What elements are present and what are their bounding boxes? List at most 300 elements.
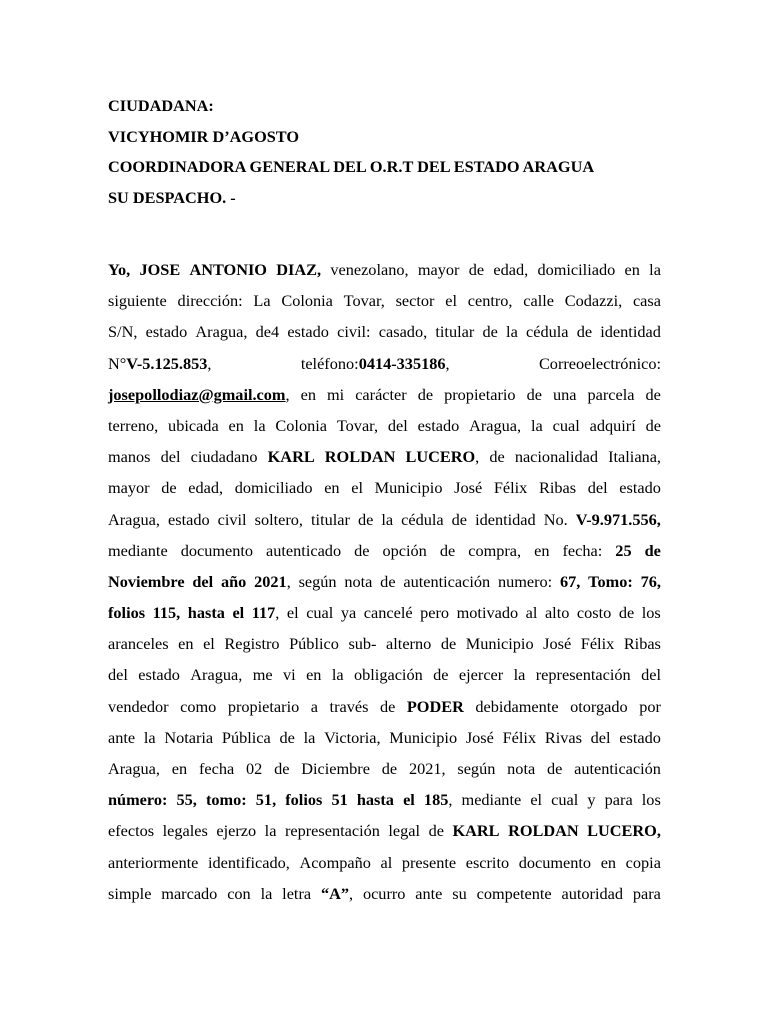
body-text-run: de [526, 384, 542, 404]
body-text-run: 55, [176, 790, 197, 810]
body-text-run: 0414-335186 [358, 353, 446, 373]
body-text-run: N° [108, 353, 127, 373]
body-word [527, 379, 542, 410]
body-text-run: calle [523, 291, 554, 311]
body-word [565, 285, 622, 316]
body-text-run: LUCERO, [587, 821, 661, 841]
body-text-run: Aragua, [195, 322, 248, 342]
body-word [355, 379, 407, 410]
body-text-run: 51 [331, 790, 348, 810]
body-word [108, 504, 160, 535]
body-word [477, 878, 552, 909]
body-text-run: KARL [267, 447, 315, 467]
body-word [163, 815, 208, 846]
body-text-run: Correo [538, 353, 585, 373]
body-word [383, 535, 427, 566]
body-text-run: ya [340, 603, 357, 623]
body-word [475, 504, 536, 535]
body-text-run: hasta [187, 603, 225, 623]
body-word [108, 628, 169, 659]
body-text-run: de [274, 759, 290, 778]
body-word [354, 659, 423, 690]
body-text-run: Rivas [544, 727, 582, 747]
body-text-run: marcado [161, 883, 218, 903]
body-text-run: , [207, 353, 212, 373]
body-text-run: Félix [580, 634, 615, 654]
body-word [418, 379, 433, 410]
body-word [216, 815, 256, 846]
body-text-run: en [534, 540, 550, 560]
body-text-run: sector [395, 291, 435, 311]
body-text-run: “A” [320, 883, 349, 903]
body-text-run: alto [544, 603, 570, 623]
body-word [161, 878, 217, 909]
body-word [415, 878, 442, 909]
body-text-run: escrito [465, 852, 510, 872]
body-word [348, 628, 376, 659]
body-text-run: edad, [493, 260, 529, 279]
body-text-run: 2021, [408, 759, 446, 778]
body-word [553, 410, 580, 441]
body-text-run: alterno [386, 634, 432, 654]
body-text-run: para [632, 883, 661, 903]
body-text-run: parcela [587, 384, 635, 404]
body-word [553, 379, 577, 410]
body-word [379, 316, 427, 347]
body-text-run: mayor [417, 260, 460, 279]
body-word [539, 472, 576, 503]
body-word [619, 722, 661, 753]
body-text-run: Codazzi, [564, 291, 623, 311]
body-word [457, 753, 495, 784]
body-text-run: fecha [198, 759, 235, 778]
body-text-run: Aragua, [469, 415, 522, 435]
body-word [389, 722, 457, 753]
body-word [108, 784, 167, 815]
body-text-run: como [180, 696, 217, 716]
body-text-run: , [448, 790, 453, 810]
body-text-run: , [286, 571, 291, 591]
body-word [261, 878, 273, 909]
body-word [424, 784, 453, 815]
body-word [588, 566, 633, 597]
body-text-run: Municipio [374, 478, 443, 498]
body-word [537, 254, 615, 285]
body-text-run: autenticación [403, 571, 491, 591]
body-word [321, 878, 353, 909]
body-text-run: de [380, 571, 396, 591]
body-word [255, 504, 303, 535]
body-text-run: titular [435, 322, 475, 342]
body-word [351, 472, 363, 503]
body-word [108, 878, 151, 909]
body-word [276, 254, 321, 285]
body-text-run: de [417, 384, 434, 404]
body-text-run: mediante [108, 540, 168, 560]
body-text-run: competente [476, 883, 552, 903]
body-text-run: de [482, 322, 498, 342]
body-word [401, 504, 443, 535]
body-text-run: tomo: [205, 790, 247, 810]
body-word [440, 535, 455, 566]
body-word [523, 285, 554, 316]
body-text-run: titular [311, 509, 350, 529]
body-text-run: José [543, 634, 572, 654]
body-text-run: los [641, 603, 661, 623]
body-text-run: del [108, 665, 128, 685]
body-word [108, 441, 151, 472]
body-word [641, 566, 661, 597]
body-word [199, 753, 234, 784]
body-word [161, 441, 181, 472]
body-text-run: letra [282, 883, 312, 903]
body-text-run: adquirí [589, 415, 636, 435]
body-word [403, 784, 415, 815]
body-text-run: numero: [497, 571, 553, 591]
body-text-run: nota [344, 571, 373, 591]
body-word [301, 379, 316, 410]
body-text-run: estado [138, 665, 180, 685]
body-text-run: Tovar, [343, 291, 385, 311]
body-word [327, 379, 344, 410]
body-word [624, 628, 661, 659]
body-word [108, 535, 168, 566]
body-text-run: la [513, 665, 526, 685]
body-word [545, 722, 582, 753]
body-word [466, 847, 509, 878]
body-word [587, 784, 595, 815]
body-text-run: KARL [452, 821, 500, 841]
body-word [304, 722, 316, 753]
body-word [324, 722, 380, 753]
body-text-run: LUCERO [405, 447, 476, 467]
body-text-run: para [604, 790, 633, 810]
body-text-run: de [357, 509, 374, 529]
body-word [358, 504, 373, 535]
body-text-run: Ribas [538, 478, 577, 498]
body-text-run: me [252, 665, 273, 685]
body-text-run: copia [625, 852, 661, 872]
body-text-run: el [351, 478, 363, 498]
body-text-run: la [143, 727, 156, 747]
body-word [337, 410, 378, 441]
body-text-run: cual [306, 603, 334, 623]
body-word [591, 722, 611, 753]
body-word [619, 472, 661, 503]
body-word [301, 753, 370, 784]
body-text-run: presente [401, 852, 457, 872]
body-word [581, 628, 614, 659]
body-text-run: costo [576, 603, 612, 623]
body-text-run: representación [284, 821, 380, 841]
body-word [380, 566, 395, 597]
body-line [108, 472, 661, 503]
body-text-run: representación [535, 665, 631, 685]
body-text-run: Ribas [623, 634, 661, 654]
body-word [405, 441, 479, 472]
body-word [469, 410, 521, 441]
body-text-run: los [641, 790, 661, 810]
body-text-run: en [228, 415, 244, 435]
body-word [224, 628, 279, 659]
body-word [560, 566, 580, 597]
body-text-run: número: [108, 790, 168, 810]
body-word [526, 597, 538, 628]
body-word [265, 815, 277, 846]
body-text-run: ocurro [362, 883, 406, 903]
body-text-run: 51, [255, 790, 277, 810]
body-word [577, 316, 592, 347]
body-word [153, 597, 181, 628]
body-text-run: otorgado [570, 696, 628, 716]
body-word [253, 659, 273, 690]
body-line [108, 254, 661, 285]
body-text-run: del [641, 665, 661, 685]
body-text-run: autenticación [574, 759, 661, 778]
body-word [459, 659, 503, 690]
body-word [203, 628, 215, 659]
body-word [482, 316, 497, 347]
body-line [108, 316, 661, 347]
body-word [283, 659, 296, 690]
body-word [514, 659, 526, 690]
body-text-run: obligación [354, 665, 423, 685]
body-word [190, 659, 242, 690]
body-word [646, 379, 661, 410]
body-word [601, 847, 616, 878]
body-text-run: Municipio [389, 727, 458, 747]
body-word [530, 784, 542, 815]
body-word [246, 753, 262, 784]
body-word [577, 597, 611, 628]
body-word [281, 285, 333, 316]
body-text-run: folios [108, 603, 146, 623]
body-word [466, 722, 494, 753]
body-word [208, 847, 290, 878]
body-word [177, 784, 197, 815]
body-word [536, 659, 631, 690]
body-text-run: estado [168, 509, 210, 529]
body-word [534, 535, 549, 566]
body-text-run: ejercer [458, 665, 504, 685]
body-word [306, 597, 333, 628]
body-word [441, 628, 456, 659]
body-word [381, 504, 393, 535]
body-word [515, 441, 598, 472]
body-word [227, 878, 251, 909]
body-text-run: del [160, 447, 181, 467]
body-text-run: mi [326, 384, 345, 404]
body-text-run: Colonia [275, 415, 327, 435]
body-text-run: por [639, 696, 661, 716]
body-text-run: 76, [640, 571, 661, 591]
body-word [108, 254, 130, 285]
body-word [108, 348, 211, 379]
body-text-run: ANTONIO [189, 260, 267, 279]
body-text-run: el [403, 790, 415, 810]
body-word [641, 659, 661, 690]
body-text-run: , [349, 883, 354, 903]
body-text-run: la [506, 322, 518, 342]
body-word [506, 316, 518, 347]
body-text-run: 2021 [254, 571, 287, 591]
body-word [639, 691, 661, 722]
body-word [388, 410, 408, 441]
body-text-run: Noviembre [108, 571, 185, 591]
body-text-run: ante [108, 727, 136, 747]
body-text-run: y [587, 790, 596, 810]
body-word [489, 441, 504, 472]
body-text-run: V-9.971.556, [575, 509, 661, 529]
body-word [562, 878, 623, 909]
body-word [619, 597, 634, 628]
body-word [188, 597, 225, 628]
body-text-run: Público [289, 634, 339, 654]
body-text-run: del [387, 415, 408, 435]
body-text-run: aranceles [108, 634, 169, 654]
body-text-run: cancelé [363, 603, 413, 623]
body-word [364, 597, 413, 628]
body-text-run: folios [285, 790, 323, 810]
body-word [306, 659, 321, 690]
body-text-run: Aragua, [108, 509, 160, 529]
body-word [357, 784, 394, 815]
body-text-run: vi [282, 665, 296, 685]
body-word [418, 254, 460, 285]
body-text-run: dirección: [177, 291, 243, 311]
body-word [600, 316, 661, 347]
body-text-run: ROLDAN [508, 821, 579, 841]
body-word [172, 753, 187, 784]
body-text-run: carácter [355, 384, 407, 404]
body-text-run: de [354, 540, 370, 560]
body-word [108, 597, 145, 628]
body-text-run: según [298, 571, 337, 591]
body-word [332, 659, 344, 690]
body-text-run: civil: [337, 322, 371, 342]
body-word [409, 753, 446, 784]
body-text-run: soltero, [254, 509, 303, 529]
body-text-run: Notaria [164, 727, 214, 747]
body-text-run: Yo, [108, 260, 131, 279]
body-text-run: identificado, [208, 852, 290, 872]
body-text-run: mayor [108, 478, 150, 498]
body-word [138, 659, 180, 690]
body-text-run: Aragua, [190, 665, 243, 685]
body-word [576, 504, 661, 535]
body-text-run: de [576, 322, 593, 342]
body-word [180, 691, 216, 722]
body-text-run: en [300, 384, 316, 404]
body-word [108, 753, 160, 784]
body-word [222, 722, 271, 753]
body-text-run: centro, [467, 291, 513, 311]
body-text-run: de [546, 759, 563, 778]
body-text-run: 02 [246, 759, 263, 778]
body-text-run: de [645, 384, 661, 404]
body-text-run: al [380, 852, 393, 872]
body-text-run: 185 [423, 790, 449, 810]
body-text-run: identidad [600, 322, 661, 342]
body-word [232, 597, 244, 628]
body-text-run: nacionalidad [514, 447, 598, 467]
body-text-run: de [428, 821, 444, 841]
body-word [195, 316, 247, 347]
body-word [645, 535, 661, 566]
body-text-run: 67, [560, 571, 581, 591]
body-line [108, 815, 661, 846]
body-text-run: la [260, 883, 273, 903]
body-text-run: cédula [526, 322, 569, 342]
body-text-run: de [381, 759, 398, 778]
body-word [381, 847, 393, 878]
body-word [633, 285, 661, 316]
body-text-run: de [439, 540, 456, 560]
body-text-run: el [286, 603, 299, 623]
body-text-run: Italiana, [608, 447, 661, 467]
email-text: josepollodiaz@gmail.com [108, 384, 286, 404]
body-word [252, 597, 280, 628]
body-word [274, 753, 289, 784]
body-text-run: , [445, 353, 450, 373]
body-line [108, 285, 661, 316]
body-word [626, 847, 661, 878]
body-word [330, 691, 369, 722]
body-word [254, 410, 266, 441]
body-text-run: una [552, 384, 577, 404]
header-recipient-position: COORDINADORA GENERAL DEL O.R.T DEL ESTADO ARAGUA [108, 157, 595, 177]
body-word [547, 753, 562, 784]
body-text-run: en [324, 478, 340, 498]
body-word [403, 566, 490, 597]
body-text-run: estado [619, 727, 661, 747]
body-line [108, 878, 661, 909]
body-text-run: Victoria, [324, 727, 381, 747]
body-word [551, 784, 578, 815]
body-text-run: 117 [251, 603, 276, 623]
body-text-run: Diciembre [301, 759, 370, 778]
body-text-run: , [275, 603, 280, 623]
body-text-run: la [303, 727, 316, 747]
body-word [475, 691, 558, 722]
body-word [178, 628, 193, 659]
body-word [452, 815, 499, 846]
body-word [498, 566, 552, 597]
body-line [108, 722, 661, 753]
body-word [462, 784, 522, 815]
body-text-run: ejerzo [216, 821, 257, 841]
body-word [646, 410, 661, 441]
body-word [526, 316, 568, 347]
body-word [445, 285, 457, 316]
body-text-run: Tomo: [588, 571, 633, 591]
body-word [235, 472, 313, 503]
body-word [108, 566, 185, 597]
body-text-run: S/N, [108, 322, 138, 342]
body-text-run: según [457, 759, 496, 778]
body-word [457, 597, 519, 628]
body-text-run: de [618, 603, 635, 623]
body-word [402, 847, 456, 878]
body-word [344, 285, 385, 316]
body-line [108, 504, 661, 535]
body-word [206, 784, 247, 815]
body-word [168, 410, 219, 441]
body-text-run: La [253, 291, 271, 311]
body-word [388, 815, 420, 846]
body-word [545, 597, 569, 628]
body-text-run: JOSE [139, 260, 181, 279]
